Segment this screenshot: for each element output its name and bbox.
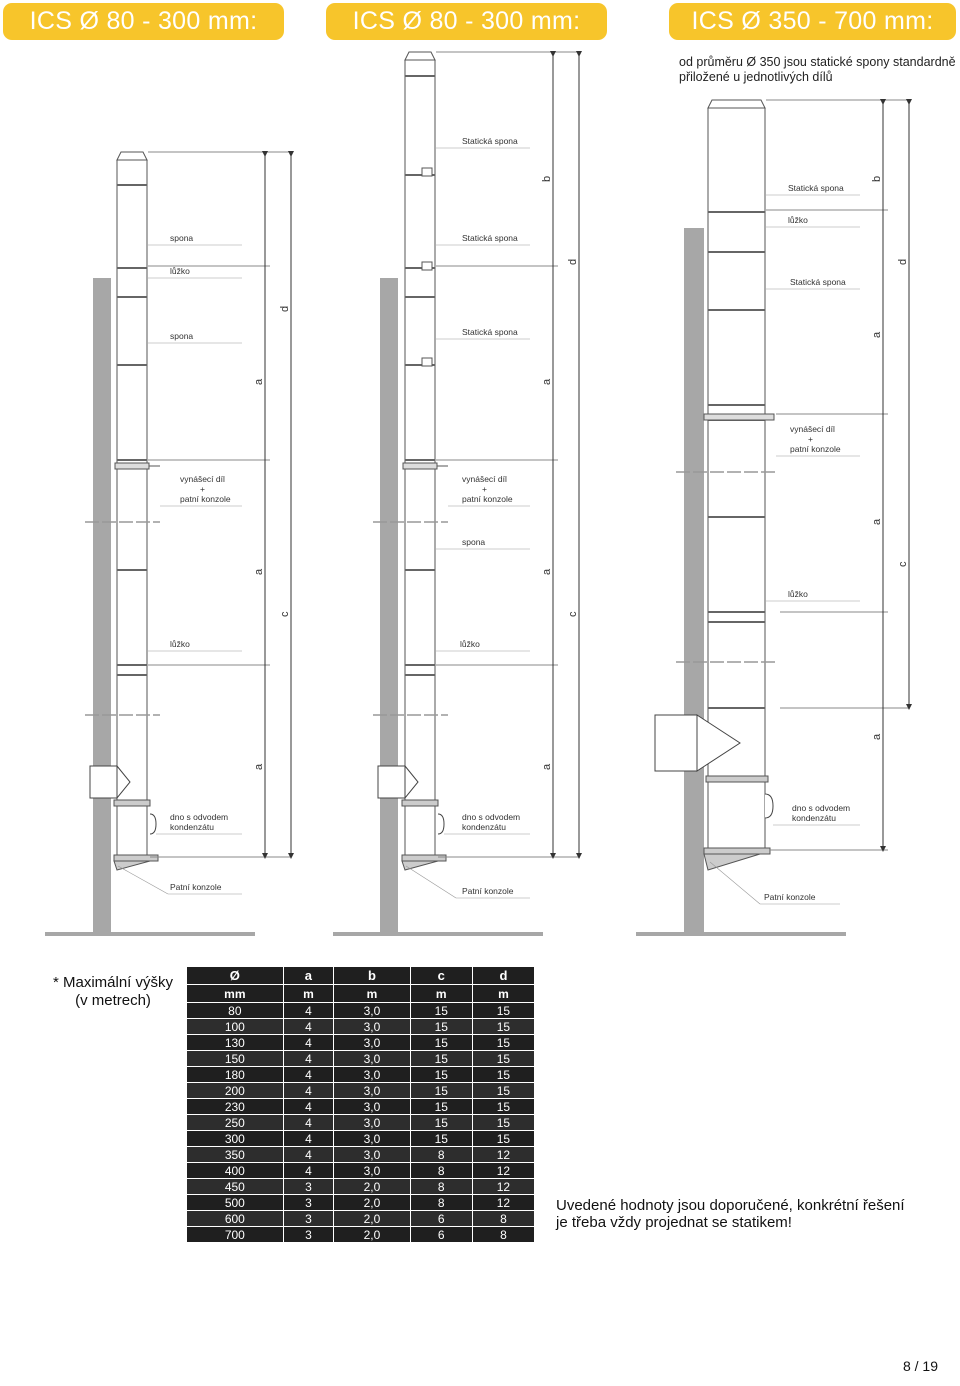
table-cell: 15 bbox=[410, 1003, 472, 1019]
table-cell: 3,0 bbox=[334, 1147, 411, 1163]
table-cell: 300 bbox=[187, 1131, 284, 1147]
table-row bbox=[187, 1083, 535, 1099]
table-cell: 2,0 bbox=[334, 1179, 411, 1195]
col-unit-c: m bbox=[410, 985, 472, 1003]
col-header-a: a bbox=[283, 967, 334, 985]
table-cell: 250 bbox=[187, 1115, 284, 1131]
page-number: 8 / 19 bbox=[902, 1358, 938, 1374]
table-cell: 4 bbox=[283, 1147, 334, 1163]
table-cell: 15 bbox=[410, 1131, 472, 1147]
table-cell: 3,0 bbox=[334, 1003, 411, 1019]
table-cell: 3,0 bbox=[334, 1067, 411, 1083]
table-cell: 3,0 bbox=[334, 1163, 411, 1179]
label-dno-3a: dno s odvodem bbox=[792, 803, 851, 813]
table-cell: 450 bbox=[187, 1179, 284, 1195]
table-cell: 15 bbox=[472, 1115, 534, 1131]
table-cell: 700 bbox=[187, 1227, 284, 1243]
table-cell: 12 bbox=[472, 1147, 534, 1163]
table-cell: 150 bbox=[187, 1051, 284, 1067]
table-cell: 8 bbox=[410, 1179, 472, 1195]
table-cell: 3,0 bbox=[334, 1115, 411, 1131]
label-spona-1a: spona bbox=[170, 233, 194, 243]
table-cell: 3,0 bbox=[334, 1131, 411, 1147]
label-plus-3: + bbox=[808, 434, 813, 444]
dim-a-2b: a bbox=[541, 568, 553, 575]
label-luzko-3b: lůžko bbox=[788, 589, 808, 599]
dim-c-3: c bbox=[897, 561, 909, 567]
col-unit-d: m bbox=[472, 985, 534, 1003]
table-row bbox=[187, 1147, 535, 1163]
dim-a-1c: a bbox=[253, 763, 265, 770]
header-middle: ICS Ø 80 - 300 mm: bbox=[326, 3, 607, 40]
table-row bbox=[187, 1099, 535, 1115]
table-cell: 4 bbox=[283, 1131, 334, 1147]
col-header-d: d bbox=[472, 967, 534, 985]
col-header-c: c bbox=[410, 967, 472, 985]
table-cell: 8 bbox=[410, 1163, 472, 1179]
table-row bbox=[187, 1179, 535, 1195]
dim-d-1: d bbox=[279, 305, 291, 312]
pipe-1 bbox=[117, 160, 147, 860]
table-cell: 130 bbox=[187, 1035, 284, 1051]
diagram-1 bbox=[45, 152, 291, 936]
max-height-table bbox=[186, 966, 535, 1243]
table-cell: 3,0 bbox=[334, 1019, 411, 1035]
dim-b-3: b bbox=[871, 175, 883, 182]
label-patni-lower-2: patní konzole bbox=[462, 494, 513, 504]
table-cell: 3 bbox=[283, 1211, 334, 1227]
advice-line2: je třeba vždy projednat se statikem! bbox=[556, 1214, 792, 1231]
label-vynaseci-1: vynášecí díl bbox=[180, 474, 225, 484]
table-cell: 4 bbox=[283, 1003, 334, 1019]
table-cell: 2,0 bbox=[334, 1211, 411, 1227]
table-row bbox=[187, 1227, 535, 1243]
table-cell: 180 bbox=[187, 1067, 284, 1083]
table-cell: 8 bbox=[472, 1211, 534, 1227]
table-cell: 3 bbox=[283, 1227, 334, 1243]
dim-a-3c: a bbox=[871, 733, 883, 740]
label-spona-2: spona bbox=[462, 537, 486, 547]
table-cell: 15 bbox=[472, 1019, 534, 1035]
table-cell: 15 bbox=[410, 1115, 472, 1131]
table-cell: 4 bbox=[283, 1051, 334, 1067]
table-cell: 3,0 bbox=[334, 1083, 411, 1099]
label-patni-lower-1: patní konzole bbox=[180, 494, 231, 504]
right-note-line1: od průměru Ø 350 jsou statické spony standardně bbox=[679, 55, 956, 69]
table-cell: 3,0 bbox=[334, 1099, 411, 1115]
table-cell: 4 bbox=[283, 1163, 334, 1179]
table-cell: 8 bbox=[410, 1147, 472, 1163]
col-unit-diameter: mm bbox=[187, 985, 284, 1003]
floor-3 bbox=[636, 932, 846, 936]
label-patni-2: Patní konzole bbox=[462, 886, 514, 896]
table-row bbox=[187, 1115, 535, 1131]
table-row bbox=[187, 1003, 535, 1019]
label-plus-2: + bbox=[482, 484, 487, 494]
table-cell: 2,0 bbox=[334, 1227, 411, 1243]
label-patni-3: Patní konzole bbox=[764, 892, 816, 902]
table-row bbox=[187, 1051, 535, 1067]
dim-d-2: d bbox=[567, 258, 579, 265]
label-luzko-3a: lůžko bbox=[788, 215, 808, 225]
diagram-2 bbox=[333, 52, 580, 936]
header-right: ICS Ø 350 - 700 mm: bbox=[669, 3, 956, 40]
dim-c-2: c bbox=[567, 611, 579, 617]
table-row bbox=[187, 1019, 535, 1035]
dim-a-3a: a bbox=[871, 331, 883, 338]
header-left: ICS Ø 80 - 300 mm: bbox=[3, 3, 284, 40]
table-cell: 4 bbox=[283, 1083, 334, 1099]
wall-1 bbox=[93, 278, 111, 933]
advice-text bbox=[556, 1197, 905, 1231]
label-spona-1b: spona bbox=[170, 331, 194, 341]
table-cell: 2,0 bbox=[334, 1195, 411, 1211]
col-unit-b: m bbox=[334, 985, 411, 1003]
table-cell: 4 bbox=[283, 1115, 334, 1131]
table-cell: 3,0 bbox=[334, 1051, 411, 1067]
label-luzko-2: lůžko bbox=[460, 639, 480, 649]
table-cell: 400 bbox=[187, 1163, 284, 1179]
table-cell: 4 bbox=[283, 1019, 334, 1035]
table-row bbox=[187, 1163, 535, 1179]
dim-a-1b: a bbox=[253, 568, 265, 575]
label-dno-3b: kondenzátu bbox=[792, 813, 836, 823]
label-staticka-2c: Statická spona bbox=[462, 327, 518, 337]
table-cell: 15 bbox=[472, 1051, 534, 1067]
wall-2 bbox=[380, 278, 398, 933]
table-cell: 3,0 bbox=[334, 1035, 411, 1051]
table-cell: 100 bbox=[187, 1019, 284, 1035]
right-note-line2: přiložené u jednotlivých dílů bbox=[679, 70, 833, 84]
table-cell: 15 bbox=[410, 1051, 472, 1067]
table-row bbox=[187, 1067, 535, 1083]
label-plus-1: + bbox=[200, 484, 205, 494]
table-cell: 500 bbox=[187, 1195, 284, 1211]
label-staticka-3b: Statická spona bbox=[790, 277, 846, 287]
table-cell: 80 bbox=[187, 1003, 284, 1019]
table-cell: 6 bbox=[410, 1211, 472, 1227]
label-dno-2b: kondenzátu bbox=[462, 822, 506, 832]
table-cell: 8 bbox=[410, 1195, 472, 1211]
label-dno-1b: kondenzátu bbox=[170, 822, 214, 832]
table-cell: 350 bbox=[187, 1147, 284, 1163]
dim-d-3: d bbox=[897, 258, 909, 265]
dim-a-3b: a bbox=[871, 518, 883, 525]
table-cell: 12 bbox=[472, 1179, 534, 1195]
table-cell: 600 bbox=[187, 1211, 284, 1227]
label-staticka-2a: Statická spona bbox=[462, 136, 518, 146]
label-patni-lower-3: patní konzole bbox=[790, 444, 841, 454]
diagram-3 bbox=[636, 100, 910, 936]
label-staticka-2b: Statická spona bbox=[462, 233, 518, 243]
label-vynaseci-2: vynášecí díl bbox=[462, 474, 507, 484]
table-row bbox=[187, 1211, 535, 1227]
dim-b-2: b bbox=[541, 175, 553, 182]
table-cell: 15 bbox=[410, 1035, 472, 1051]
advice-line1: Uvedené hodnoty jsou doporučené, konkrétní řešení bbox=[556, 1197, 905, 1214]
table-body bbox=[187, 1003, 535, 1243]
col-header-diameter: Ø bbox=[187, 967, 284, 985]
table-cell: 4 bbox=[283, 1035, 334, 1051]
table-cell: 15 bbox=[472, 1067, 534, 1083]
label-vynaseci-3: vynášecí díl bbox=[790, 424, 835, 434]
table-row bbox=[187, 1131, 535, 1147]
floor-1 bbox=[45, 932, 255, 936]
table-hint: * Maximální výšky (v metrech) bbox=[52, 974, 174, 1009]
table-cell: 200 bbox=[187, 1083, 284, 1099]
label-staticka-3a: Statická spona bbox=[788, 183, 844, 193]
table-cell: 8 bbox=[472, 1227, 534, 1243]
label-dno-2a: dno s odvodem bbox=[462, 812, 521, 822]
table-row bbox=[187, 1035, 535, 1051]
label-luzko-1a: lůžko bbox=[170, 266, 190, 276]
table-cell: 15 bbox=[410, 1083, 472, 1099]
dim-a-1a: a bbox=[253, 378, 265, 385]
table-cell: 15 bbox=[472, 1083, 534, 1099]
table-cell: 6 bbox=[410, 1227, 472, 1243]
dim-a-2c: a bbox=[541, 763, 553, 770]
floor-2 bbox=[333, 932, 543, 936]
table-cell: 15 bbox=[472, 1099, 534, 1115]
table-cell: 4 bbox=[283, 1099, 334, 1115]
dim-a-2a: a bbox=[541, 378, 553, 385]
table-row bbox=[187, 1195, 535, 1211]
col-unit-a: m bbox=[283, 985, 334, 1003]
table-cell: 15 bbox=[410, 1019, 472, 1035]
col-header-b: b bbox=[334, 967, 411, 985]
table-cell: 3 bbox=[283, 1179, 334, 1195]
table-cell: 4 bbox=[283, 1067, 334, 1083]
table-cell: 15 bbox=[410, 1067, 472, 1083]
table-cell: 3 bbox=[283, 1195, 334, 1211]
table-cell: 12 bbox=[472, 1163, 534, 1179]
dim-c-1: c bbox=[279, 611, 291, 617]
table-cell: 15 bbox=[410, 1099, 472, 1115]
label-dno-1a: dno s odvodem bbox=[170, 812, 229, 822]
label-luzko-1b: lůžko bbox=[170, 639, 190, 649]
wall-3 bbox=[684, 228, 704, 933]
table-cell: 15 bbox=[472, 1035, 534, 1051]
table-cell: 15 bbox=[472, 1131, 534, 1147]
table-cell: 15 bbox=[472, 1003, 534, 1019]
table-cell: 12 bbox=[472, 1195, 534, 1211]
label-patni-1: Patní konzole bbox=[170, 882, 222, 892]
table-cell: 230 bbox=[187, 1099, 284, 1115]
